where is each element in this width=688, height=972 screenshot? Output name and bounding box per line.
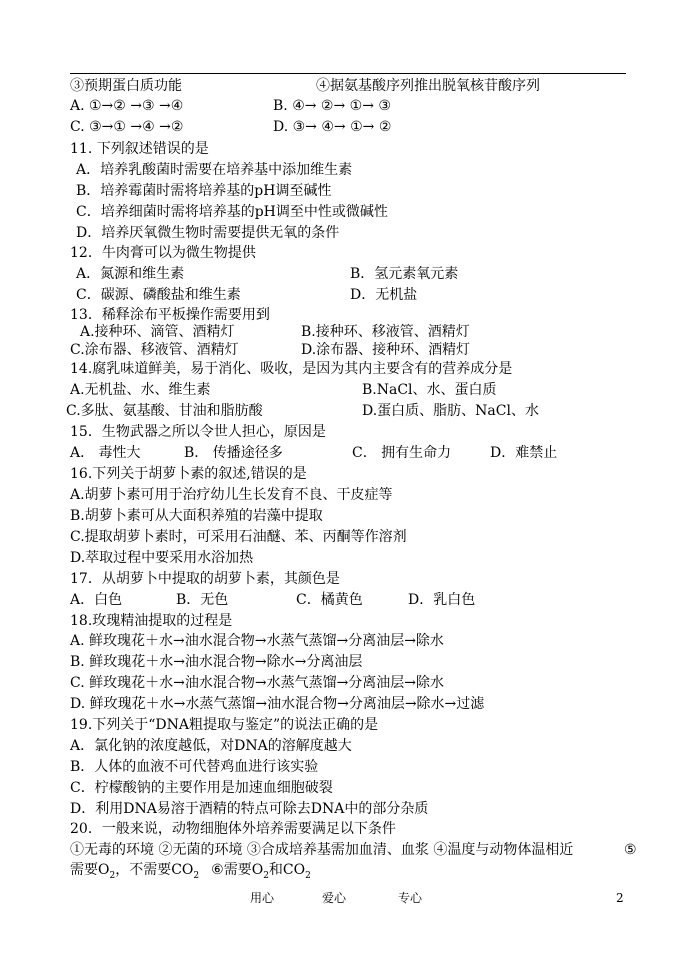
page-number: 2 xyxy=(616,891,624,905)
q20-sub-2d: 2 xyxy=(305,870,311,881)
q17-option-d: D．乳白色 xyxy=(408,592,476,608)
q20-and-co2-text: 和CO xyxy=(268,862,306,878)
q11-option-d: D．培养厌氧微生物时需要提供无氧的条件 xyxy=(76,225,340,241)
q11-option-b: B．培养霉菌时需将培养基的pH调至碱性 xyxy=(76,183,332,199)
footer-word-2: 爱心 xyxy=(322,891,347,905)
q13-option-c: C.涂布器、移液管、酒精灯 xyxy=(70,342,239,358)
q17-option-a: A．白色 xyxy=(70,592,123,608)
q13-option-d: D.涂布器、接种环、酒精灯 xyxy=(301,342,471,358)
q16-stem: 16.下列关于胡萝卜素的叙述,错误的是 xyxy=(70,466,307,482)
q16-option-d: D.萃取过程中要采用水浴加热 xyxy=(70,550,254,566)
q19-option-d: D．利用DNA易溶于酒精的特点可除去DNA中的部分杂质 xyxy=(70,801,429,817)
q10-option-a: A. ①→② →③ →④ xyxy=(70,98,184,114)
q11-option-a: A．培养乳酸菌时需要在培养基中添加维生素 xyxy=(76,162,353,178)
q20-conditions-line1: ①无毒的环境 ②无菌的环境 ③合成培养基需加血清、血浆 ④温度与动物体温相近 xyxy=(70,842,574,858)
q16-option-b: B.胡萝卜素可从大面积养殖的岩藻中提取 xyxy=(70,508,323,524)
q14-option-c: C.多肽、氨基酸、甘油和脂肪酸 xyxy=(66,403,263,419)
q20-condition-5-marker: ⑤ xyxy=(624,842,637,858)
q14-option-b: B.NaCl、水、蛋白质 xyxy=(362,382,497,398)
q18-option-d: D. 鲜玫瑰花＋水→水蒸气蒸馏→油水混合物→分离油层→除水→过滤 xyxy=(70,696,485,712)
item-3: ③预期蛋白质功能 xyxy=(70,78,182,94)
q17-option-b: B．无色 xyxy=(176,592,229,608)
q13-option-a: A.接种环、滴管、酒精灯 xyxy=(80,324,235,340)
q14-option-d: D.蛋白质、脂肪、NaCl、水 xyxy=(362,403,539,419)
q13-stem: 13．稀释涂布平板操作需要用到 xyxy=(70,307,270,323)
q20-conditions-line2 xyxy=(70,861,311,885)
item-4: ④据氨基酸序列推出脱氧核苷酸序列 xyxy=(316,78,540,94)
q15-option-a: A． 毒性大 xyxy=(70,445,141,461)
q12-option-b: B．氢元素氧元素 xyxy=(350,266,459,282)
q10-option-c: C. ③→① →④ →② xyxy=(70,119,184,135)
q20-need-o2-text: 需要O xyxy=(70,862,110,878)
q12-stem: 12．牛肉膏可以为微生物提供 xyxy=(70,245,256,261)
q18-stem: 18.玫瑰精油提取的过程是 xyxy=(70,613,233,629)
q18-option-b: B. 鲜玫瑰花＋水→油水混合物→除水→分离油层 xyxy=(70,654,363,670)
footer-word-1: 用心 xyxy=(250,891,275,905)
q16-option-c: C.提取胡萝卜素时，可采用石油醚、苯、丙酮等作溶剂 xyxy=(70,529,407,545)
q10-option-d: D. ③→ ④→ ①→ ② xyxy=(273,119,392,135)
q18-option-a: A. 鲜玫瑰花＋水→油水混合物→水蒸气蒸馏→分离油层→除水 xyxy=(70,633,444,649)
q15-option-b: B． 传播途径多 xyxy=(184,445,283,461)
q19-option-b: B．人体的血液不可代替鸡血进行该实验 xyxy=(70,759,319,775)
q15-stem: 15．生物武器之所以令世人担心，原因是 xyxy=(70,424,326,440)
q20-sub-2c: 2 xyxy=(263,870,269,881)
q18-option-c: C. 鲜玫瑰花＋水→油水混合物→水蒸气蒸馏→分离油层→除水 xyxy=(70,675,445,691)
q15-option-c: C． 拥有生命力 xyxy=(352,445,452,461)
q19-option-c: C．柠檬酸钠的主要作用是加速血细胞破裂 xyxy=(70,780,333,796)
q16-option-a: A.胡萝卜素可用于治疗幼儿生长发育不良、干皮症等 xyxy=(70,487,393,503)
q20-condition-6-text: ⑥需要O xyxy=(211,862,264,878)
q12-option-c: C．碳源、磷酸盐和维生素 xyxy=(76,287,241,303)
q12-option-a: A．氮源和维生素 xyxy=(76,266,185,282)
q14-stem: 14.腐乳味道鲜美，易于消化、吸收，是因为其内主要含有的营养成分是 xyxy=(70,361,513,377)
q19-option-a: A．氯化钠的浓度越低，对DNA的溶解度越大 xyxy=(70,738,352,754)
q10-option-b: B. ④→ ②→ ①→ ③ xyxy=(273,98,391,114)
q20-no-co2-text: ，不需要CO xyxy=(115,862,194,878)
q20-sub-2a: 2 xyxy=(109,870,116,881)
q17-stem: 17．从胡萝卜中提取的胡萝卜素，其颜色是 xyxy=(70,571,340,587)
q20-sub-2b: 2 xyxy=(193,870,200,881)
q11-option-c: C．培养细菌时需将培养基的pH调至中性或微碱性 xyxy=(76,204,388,220)
header-rule xyxy=(70,73,626,74)
q13-option-b: B.接种环、移液管、酒精灯 xyxy=(301,324,470,340)
q15-option-d: D．难禁止 xyxy=(490,445,558,461)
q19-stem: 19.下列关于“DNA粗提取与鉴定”的说法正确的是 xyxy=(70,717,379,733)
q17-option-c: C．橘黄色 xyxy=(296,592,363,608)
footer-word-3: 专心 xyxy=(398,891,423,905)
q11-stem: 11. 下列叙述错误的是 xyxy=(70,141,209,157)
q20-stem: 20．一般来说，动物细胞体外培养需要满足以下条件 xyxy=(70,821,396,837)
q14-option-a: A.无机盐、水、维生素 xyxy=(70,382,211,398)
q12-option-d: D．无机盐 xyxy=(350,287,418,303)
